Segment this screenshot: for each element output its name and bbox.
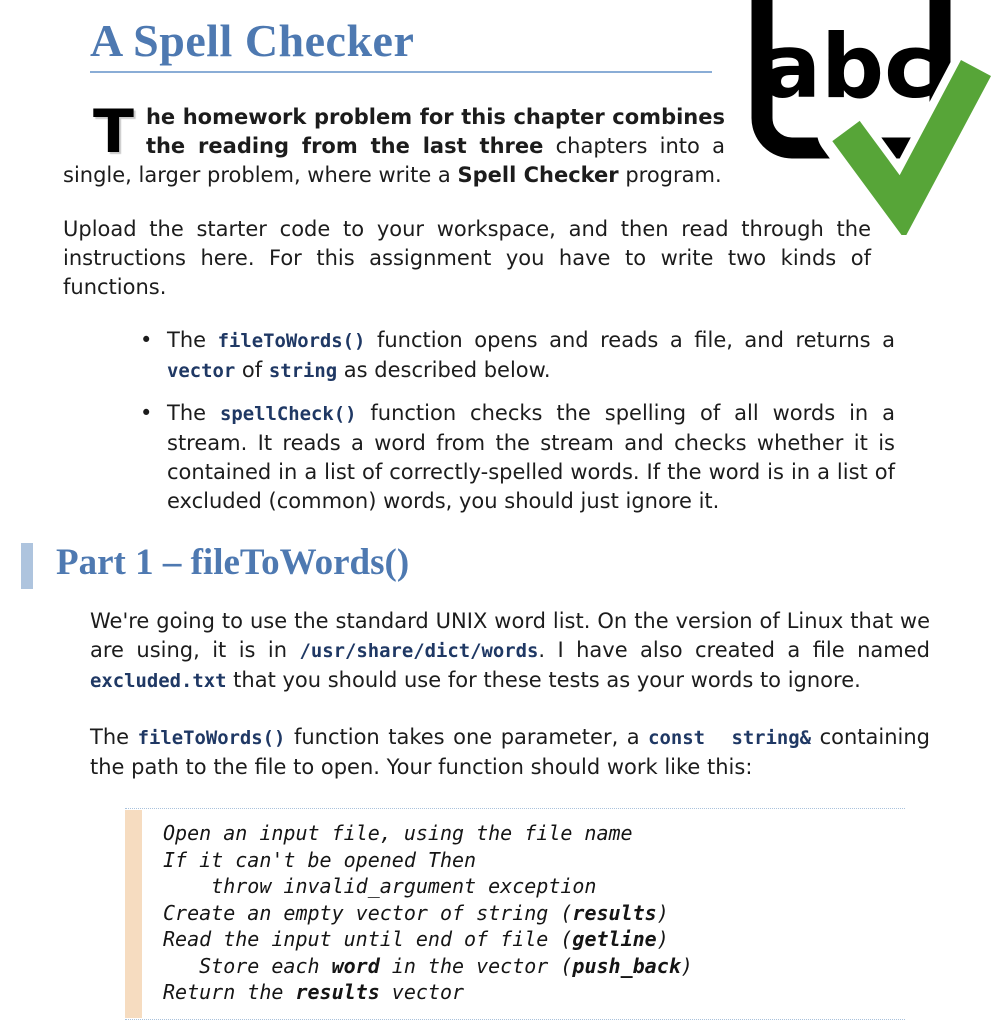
text-segment: of (235, 358, 269, 382)
text-segment: throw invalid_argument exception (163, 874, 597, 898)
abc-icon-text: abc (761, 15, 937, 118)
upload-paragraph: Upload the starter code to your workspace, and then read through the instructions here. For this assignment you have to write two kinds of functions. (63, 217, 871, 299)
text-segment: excluded.txt (90, 670, 227, 692)
text-segment: ) (680, 953, 693, 978)
title-underline (90, 71, 712, 73)
bullet-icon: • (140, 401, 153, 425)
text-segment: . I have also created a file named (538, 638, 930, 662)
list-item (0, 399, 992, 516)
list-item (0, 326, 992, 386)
text-segment: string (268, 360, 338, 382)
text-segment: const string& (648, 727, 812, 749)
text-segment: Store each (163, 953, 332, 978)
text-segment: in the vector ( (379, 953, 573, 978)
text-segment: ) (656, 927, 669, 951)
text-segment: vector (379, 980, 465, 1004)
text-segment: function opens and reads a file, and returns a (365, 328, 895, 352)
text-segment: We're going to use the standard UNIX word list. On the version of Linux that we are using, it is in (90, 609, 930, 662)
text-segment: containing the path to the file to open. Your function should work like this: (90, 725, 930, 779)
text-segment: results (295, 980, 380, 1004)
text-segment: Return the (163, 980, 296, 1004)
section-title: Part 1 – fileToWords() (56, 542, 410, 583)
text-segment: Open an input file, using the file name (163, 821, 633, 845)
text-segment: word (331, 953, 380, 978)
intro-paragraph (63, 97, 725, 190)
text-segment: Create an empty vector of string ( (163, 900, 573, 925)
text-segment: The (167, 401, 220, 425)
text-segment: /usr/share/dict/words (299, 640, 539, 662)
text-segment: as described below. (337, 358, 551, 382)
text-segment: Read the input until end of file ( (163, 927, 573, 951)
dropcap-letter: T (93, 97, 134, 167)
text-segment: Spell Checker (457, 163, 619, 187)
unix-wordlist-paragraph (90, 607, 930, 696)
text-segment: fileToWords() (137, 727, 286, 749)
section-heading-part1 (0, 538, 992, 590)
intro-text (63, 97, 725, 187)
text-segment: chapters into a single, larger problem, where write a (63, 134, 725, 187)
text-segment: results (572, 900, 657, 925)
code-line (163, 926, 905, 953)
text-segment: that you should use for these tests as your words to ignore. (226, 668, 861, 692)
code-line (163, 979, 905, 1006)
text-segment: program. (618, 163, 722, 187)
code-line (163, 820, 905, 847)
pseudocode-block (125, 808, 905, 1020)
heading-accent-bar (21, 543, 33, 589)
bullet-icon: • (140, 328, 153, 352)
text-segment: The (167, 328, 218, 352)
code-line (163, 847, 905, 874)
text-segment: ) (656, 900, 669, 925)
text-segment: getline (572, 927, 657, 951)
page-title: A Spell Checker (90, 15, 415, 66)
text-segment: spellCheck() (219, 403, 357, 425)
text-segment: If it can't be opened Then (163, 847, 477, 872)
spellcheck-abc-icon (732, 0, 992, 235)
bullet-list (0, 326, 992, 516)
text-segment: he homework problem for this chapter combines the reading from the last three (145, 105, 725, 158)
text-segment: fileToWords() (217, 330, 366, 352)
code-line (163, 873, 905, 900)
bullet-spellcheck-text (167, 399, 895, 516)
text-segment: The (90, 725, 138, 749)
text-segment: push_back (572, 953, 681, 978)
code-line (163, 953, 905, 980)
code-line (163, 900, 905, 927)
filetowords-param-paragraph (90, 723, 930, 782)
text-segment: function checks the spelling of all words in a stream. It reads a word from the stream and checks whether it is contained in a list of correctly-spelled words. If the word is in a list of excluded (common) words, you should just ignore it. (167, 401, 895, 513)
code-accent-bar (125, 810, 142, 1018)
text-segment: vector (167, 360, 236, 382)
bullet-filetowords-text (167, 326, 895, 386)
text-segment: function takes one parameter, a (285, 725, 649, 749)
